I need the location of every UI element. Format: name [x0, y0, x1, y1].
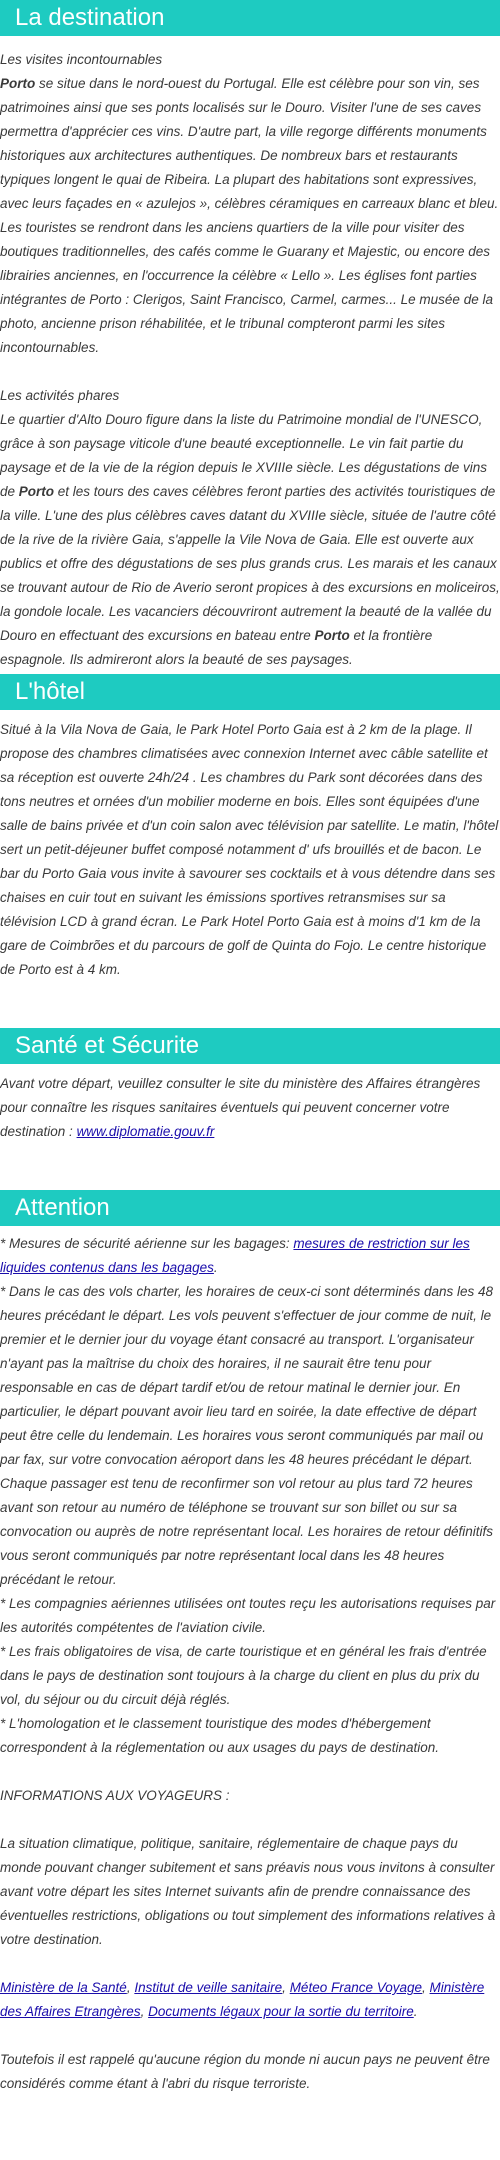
- visites-bold-porto: Porto: [0, 76, 36, 91]
- section-header-destination: [0, 0, 500, 36]
- veille-sanitaire-link[interactable]: Institut de veille sanitaire: [134, 1980, 283, 1995]
- activites-paragraph: [0, 408, 500, 672]
- section-header-attention: [0, 1190, 500, 1226]
- attention-item-frais: * Les frais obligatoires de visa, de carte touristique et en général les frais d'entrée dans le pays de destination sont toujours à la charge du client en plus du prix du vol, du séjour ou du circuit déjà réglés.: [0, 1644, 487, 1707]
- item1-suffix: .: [213, 1260, 218, 1275]
- sante-title: Santé et Sécurite: [15, 1032, 200, 1059]
- terrorisme-paragraph: Toutefois il est rappelé qu'aucune région du monde ni aucun pays ne peuvent être considérés comme étant à l'abri du risque terroriste.: [0, 2052, 490, 2091]
- attention-item-bagages: [0, 1232, 500, 1280]
- link-sep: ,: [140, 2004, 149, 2019]
- liquides-restriction-link[interactable]: mesures de restriction sur les liquides contenus dans les bagages: [0, 1236, 470, 1275]
- info-links: [0, 1976, 500, 2024]
- link-sep: ,: [422, 1980, 430, 1995]
- attention-body: [0, 1232, 500, 2096]
- destination-body: [0, 48, 500, 672]
- visites-paragraph: [0, 72, 500, 360]
- activites-text-2: et les tours des caves célèbres feront parties des activités touristiques de la ville. L'une des plus célèbres caves datant du XVIIIe siècle, située de l'autre côté de la rive de la rivière Gaia, s'appelle la Vile Nova de Gaia. Elle est ouverte aux publics et offre des dégustations de ses plus grands crus. Les marais et les canaux se trouvant autour de Rio de Averio seront propices à des excursions en moliceiros, la gondole locale. Les vacanciers découvriront autrement la beauté de la vallée du Douro en effectuant des excursions en bateau entre: [0, 484, 500, 643]
- activites-heading: Les activités phares: [0, 388, 120, 403]
- hotel-body: [0, 718, 500, 982]
- sante-paragraph: [0, 1072, 500, 1144]
- hotel-title: L'hôtel: [15, 678, 85, 705]
- destination-title: La destination: [15, 4, 165, 31]
- sante-text: Avant votre départ, veuillez consulter le site du ministère des Affaires étrangères pour connaître les risques sanitaires éventuels qui peuvent concerner votre destination :: [0, 1076, 481, 1139]
- attention-title: Attention: [15, 1194, 110, 1221]
- activites-bold-porto-1: Porto: [18, 484, 55, 499]
- activites-text-1: Le quartier d'Alto Douro figure dans la liste du Patrimoine mondial de l'UNESCO, grâce à son paysage viticole d'une beauté exceptionnelle. Le vin fait partie du paysage et de la vie de la région depuis le XVIIIe siècle. Les dégustations de vins de: [0, 412, 488, 499]
- activites-bold-porto-2: Porto: [314, 628, 350, 643]
- link-sep: ,: [126, 1980, 135, 1995]
- affaires-etrangeres-link[interactable]: Ministère des Affaires Etrangères: [0, 1980, 485, 2019]
- activites-text-3: et la frontière espagnole. Ils admireront alors la beauté de ses paysages.: [0, 628, 433, 667]
- attention-item-charter: * Dans le cas des vols charter, les horaires de ceux-ci sont déterminés dans les 48 heures précédant le départ. Les vols peuvent s'effectuer de jour comme de nuit, le premier et le dernier jour du voyage étant consacré au transport. L'organisateur n'ayant pas la maîtrise du choix des horaires, il ne saurait être tenu pour responsable en cas de départ tardif et/ou de retour matinal le dernier jour. En particulier, le départ pouvant avoir lieu tard en soirée, la date effective de départ peut être celle du lendemain. Les horaires vous seront communiqués par mail ou par fax, sur votre convocation aéroport dans les 48 heures précédant le départ. Chaque passager est tenu de reconfirmer son vol retour au plus tard 72 heures avant son retour au numéro de téléphone se trouvant sur son billet ou sur sa convocation ou auprès de notre représentant local. Les horaires de retour définitifs vous seront communiqués par notre représentant local dans les 48 heures précédant le retour.: [0, 1284, 494, 1587]
- visites-heading: Les visites incontournables: [0, 52, 163, 67]
- attention-item-compagnies: * Les compagnies aériennes utilisées ont toutes reçu les autorisations requises par les autorités compétentes de l'aviation civile.: [0, 1596, 496, 1635]
- item1-prefix: * Mesures de sécurité aérienne sur les bagages:: [0, 1236, 294, 1251]
- meteo-france-link[interactable]: Méteo France Voyage: [289, 1980, 423, 1995]
- documents-legaux-link[interactable]: Documents légaux pour la sortie du territoire: [148, 2004, 414, 2019]
- sante-body: [0, 1072, 500, 1144]
- visites-text: se situe dans le nord-ouest du Portugal. Elle est célèbre pour son vin, ses patrimoines ainsi que ses ponts localisés sur le Douro. Visiter l'une de ses caves permettra d'apprécier ces vins. D'autre part, la ville regorge différents monuments historiques aux architectures authentiques. De nombreux bars et restaurants typiques longent le quai de Ribeira. La plupart des habitations sont expressives, avec leurs façades en « azulejos », célèbres céramiques en carreaux blanc et bleu. Les touristes se rendront dans les anciens quartiers de la ville pour visiter des boutiques traditionnelles, des cafés comme le Guarany et Majestic, ou encore des librairies anciennes, en l'occurrence la célèbre « Lello ». Les églises font parties intégrantes de Porto : Clerigos, Saint Francisco, Carmel, carmes... Le musée de la photo, ancienne prison réhabilitée, et le tribunal compteront parmi les sites incontournables.: [0, 76, 499, 355]
- hotel-paragraph: Situé à la Vila Nova de Gaia, le Park Hotel Porto Gaia est à 2 km de la plage. Il propose des chambres climatisées avec connexion Internet avec câble satellite et sa réception est ouverte 24h/24 . Les chambres du Park sont décorées dans des tons neutres et ornées d'un mobilier moderne en bois. Elles sont équipées d'une salle de bains privée et d'un coin salon avec télévision par satellite. Le matin, l'hôtel sert un petit-déjeuner buffet composé notamment d' ufs brouillés et de bacon. Le bar du Porto Gaia vous invite à savourer ses cocktails et à vous détendre dans ses chaises en cuir tout en suivant les émissions sportives retransmises sur sa télévision LCD à grand écran. Le Park Hotel Porto Gaia est à moins d'1 km de la gare de Coimbrões et du parcours de golf de Quinta do Fojo. Le centre historique de Porto est à 4 km.: [0, 722, 499, 977]
- ministere-sante-link[interactable]: Ministère de la Santé: [0, 1980, 127, 1995]
- link-sep: ,: [282, 1980, 290, 1995]
- links-end-dot: .: [413, 2004, 418, 2019]
- section-header-hotel: [0, 674, 500, 710]
- info-voyageurs-heading: INFORMATIONS AUX VOYAGEURS :: [0, 1788, 230, 1803]
- diplomatie-link[interactable]: www.diplomatie.gouv.fr: [76, 1124, 215, 1139]
- info-voyageurs-paragraph: La situation climatique, politique, sanitaire, réglementaire de chaque pays du monde pouvant changer subitement et sans préavis nous vous invitons à consulter avant votre départ les sites Internet suivants afin de prendre connaissance des éventuelles restrictions, obligations ou tout simplement des informations relatives à votre destination.: [0, 1836, 496, 1947]
- attention-item-homologation: * L'homologation et le classement touristique des modes d'hébergement correspondent à la réglementation ou aux usages du pays de destination.: [0, 1716, 440, 1755]
- section-header-sante: [0, 1028, 500, 1064]
